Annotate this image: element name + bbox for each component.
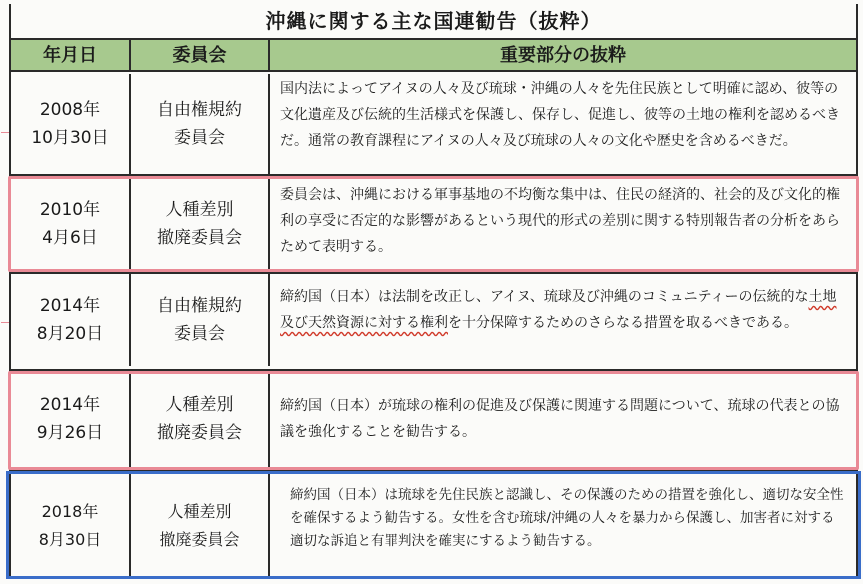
date-year: 2008年 (39, 100, 101, 120)
excerpt-cell (270, 274, 856, 366)
committee-cell (131, 274, 270, 366)
committee-name-line1: 自由権規約 (157, 100, 242, 120)
excerpt-text-end: を十分保障するためのさらなる措置を取るべきである。 (448, 315, 798, 331)
date-year: 2010年 (39, 199, 101, 220)
header-date: 年月日 (11, 40, 131, 72)
committee-name-line1: 自由権規約 (157, 296, 242, 316)
date-year: 2014年 (39, 395, 101, 415)
table-row (11, 371, 856, 467)
committee-name-line1: 人種差別 (165, 199, 234, 220)
date-year: 2018年 (41, 501, 99, 521)
excerpt-text-start: 締約国（日本）は法制を改正し、アイヌ、琉球及び沖縄のコミュニティーの伝統的な (280, 289, 809, 305)
committee-cell (131, 474, 270, 577)
header-excerpt: 重要部分の抜粋 (270, 40, 856, 72)
date-day: 8月30日 (38, 529, 102, 549)
committee-cell (131, 371, 270, 467)
date-cell (11, 74, 131, 174)
committee-cell (131, 74, 270, 174)
recommendations-table (9, 4, 858, 579)
date-day: 10月30日 (31, 128, 109, 148)
table-row (11, 274, 856, 366)
date-cell (11, 176, 131, 271)
header-committee: 委員会 (131, 40, 270, 72)
committee-name-line2: 撤廃委員会 (159, 529, 240, 549)
date-year: 2014年 (39, 296, 101, 316)
committee-name-line1: 人種差別 (167, 501, 232, 521)
excerpt-cell: 委員会は、沖縄における軍事基地の不均衡な集中は、住民の経済的、社会的及び文化的権利の享受に否定的な影響があるという現代的形式の差別に関する特別報告者の分析をあらためて表明する。 (280, 187, 840, 255)
table-row (11, 176, 856, 271)
committee-name-line2: 委員会 (174, 324, 225, 344)
date-cell (11, 274, 131, 366)
date-day: 8月20日 (36, 324, 104, 344)
excerpt-cell: 締約国（日本）は琉球を先住民族と認識し、その保護のための措置を強化し、適切な安全性を確保するよう勧告する。女性を含む琉球/沖縄の人々を暴力から保護し、加害者に対する適切な訴追と有罪判決を確実にするよう勧告する。 (290, 487, 844, 549)
table-row (11, 74, 856, 174)
underlined-phrase: 土地及び天然資源に対する権利 (280, 289, 837, 331)
margin-mark (1, 322, 9, 323)
date-cell (11, 371, 131, 467)
row-divider (11, 470, 856, 472)
committee-cell (131, 176, 270, 271)
date-cell (11, 474, 131, 577)
table-row (11, 474, 856, 577)
committee-name-line2: 委員会 (174, 128, 225, 148)
excerpt-cell: 締約国（日本）が琉球の権利の促進及び保護に関連する問題について、琉球の代表との協議を強化することを勧告する。 (280, 398, 840, 440)
date-day: 9月26日 (36, 423, 104, 443)
committee-name-line1: 人種差別 (165, 395, 234, 415)
committee-name-line2: 撤廃委員会 (157, 423, 242, 443)
excerpt-cell: 国内法によってアイヌの人々及び琉球・沖縄の人々を先住民族として明確に認め、彼等の文化遺産及び伝統的生活様式を保護し、保存し、促進し、彼等の土地の権利を認めるべきだ。通常の教育課程にアイヌの人々及び琉球の人々の文化や歴史を含めるべきだ。 (280, 81, 840, 149)
table-title: 沖縄に関する主な国連勧告（抜粋） (11, 4, 856, 40)
committee-name-line2: 撤廃委員会 (157, 227, 242, 248)
margin-mark (1, 132, 9, 133)
date-day: 4月6日 (42, 227, 98, 248)
